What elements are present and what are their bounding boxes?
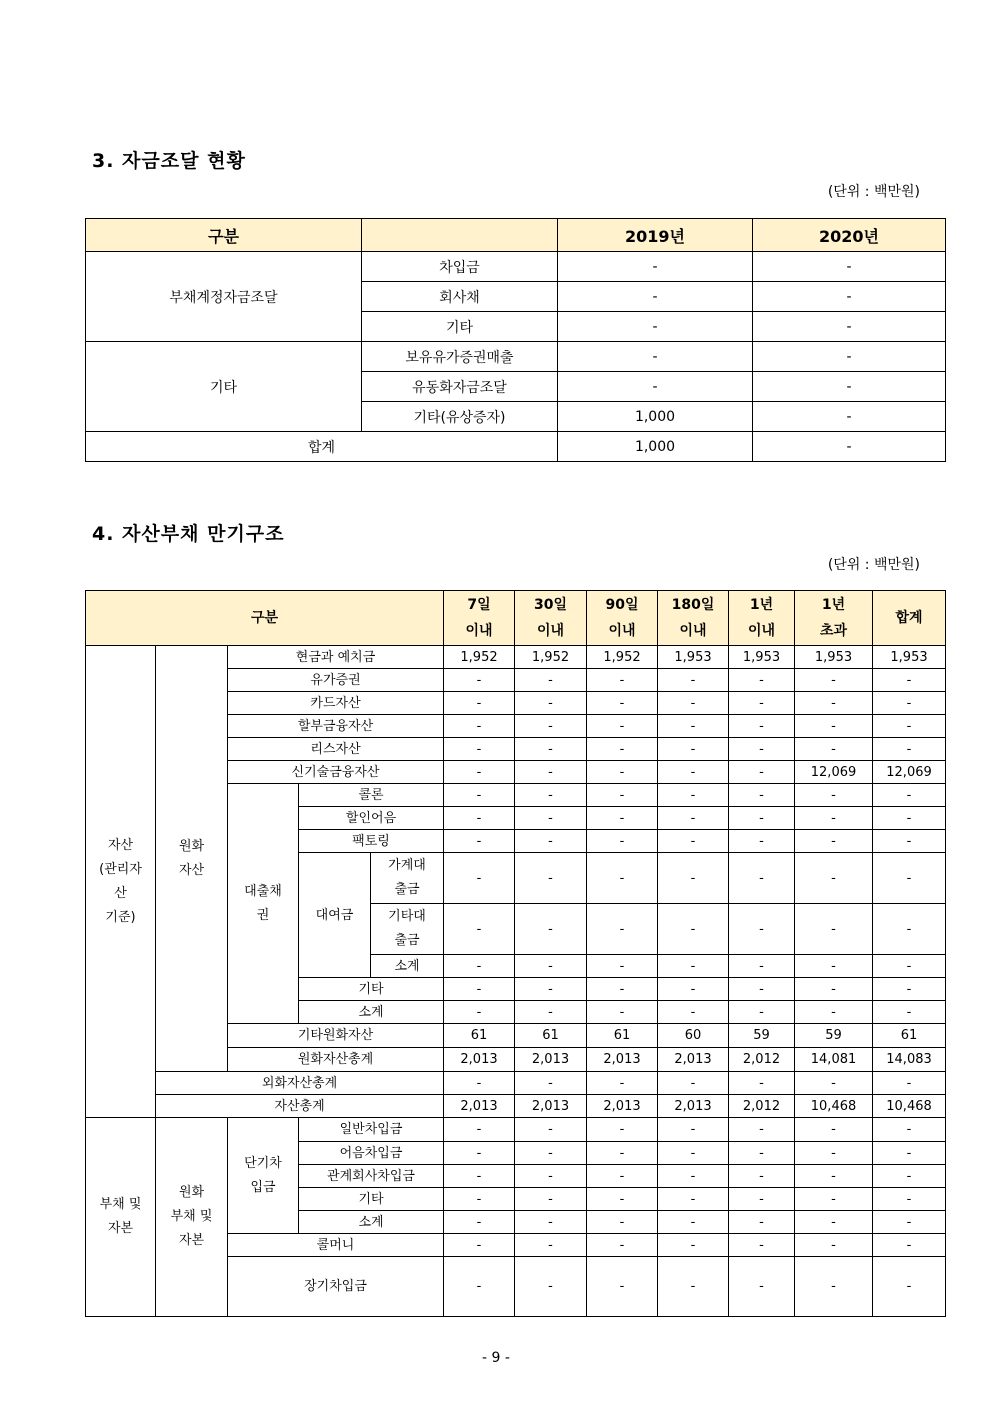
value-7-days: - bbox=[444, 1072, 515, 1095]
value-7-days: 61 bbox=[444, 1024, 515, 1048]
value-over-1-year: - bbox=[795, 692, 873, 715]
funding-row bbox=[86, 342, 946, 372]
value-total: - bbox=[873, 1234, 946, 1257]
group-debt-funding: 부채계정자금조달 bbox=[86, 252, 362, 342]
value-1-year: - bbox=[729, 692, 795, 715]
value-2019: - bbox=[558, 372, 753, 402]
table-row bbox=[86, 1118, 946, 1142]
value-7-days: - bbox=[444, 807, 515, 830]
value-30-days: - bbox=[515, 669, 587, 692]
header-total: 합계 bbox=[873, 591, 946, 646]
value-90-days: - bbox=[587, 669, 658, 692]
row-label: 소계 bbox=[299, 1001, 444, 1024]
value-2020: - bbox=[753, 342, 946, 372]
value-1-year: - bbox=[729, 904, 795, 955]
row-label: 카드자산 bbox=[228, 692, 444, 715]
value-90-days: 2,013 bbox=[587, 1095, 658, 1118]
value-total: - bbox=[873, 692, 946, 715]
value-7-days: - bbox=[444, 692, 515, 715]
value-90-days: - bbox=[587, 1211, 658, 1234]
value-90-days: - bbox=[587, 1234, 658, 1257]
value-180-days: - bbox=[658, 1142, 729, 1165]
row-label: 장기차입금 bbox=[228, 1257, 444, 1317]
value-over-1-year: - bbox=[795, 1165, 873, 1188]
value-2019: - bbox=[558, 312, 753, 342]
value-180-days: - bbox=[658, 830, 729, 853]
header-180-days: 180일 이내 bbox=[658, 591, 729, 646]
value-over-1-year: - bbox=[795, 955, 873, 978]
value-2019: - bbox=[558, 342, 753, 372]
group-other: 기타 bbox=[86, 342, 362, 432]
value-1-year: - bbox=[729, 1211, 795, 1234]
value-1-year: - bbox=[729, 1165, 795, 1188]
value-7-days: - bbox=[444, 1257, 515, 1317]
value-180-days: - bbox=[658, 1211, 729, 1234]
row-label: 관계회사차입금 bbox=[299, 1165, 444, 1188]
value-7-days: - bbox=[444, 1165, 515, 1188]
value-180-days: 2,013 bbox=[658, 1048, 729, 1072]
value-1-year: - bbox=[729, 1142, 795, 1165]
value-total: - bbox=[873, 1257, 946, 1317]
value-90-days: - bbox=[587, 853, 658, 904]
total-2019: 1,000 bbox=[558, 432, 753, 462]
value-180-days: 1,953 bbox=[658, 646, 729, 669]
value-total: - bbox=[873, 738, 946, 761]
value-7-days: - bbox=[444, 853, 515, 904]
value-30-days: - bbox=[515, 1211, 587, 1234]
value-90-days: - bbox=[587, 955, 658, 978]
value-30-days: - bbox=[515, 715, 587, 738]
value-180-days: - bbox=[658, 784, 729, 807]
value-total: - bbox=[873, 1188, 946, 1211]
value-total: - bbox=[873, 830, 946, 853]
value-total: - bbox=[873, 1211, 946, 1234]
value-180-days: - bbox=[658, 807, 729, 830]
value-90-days: - bbox=[587, 1072, 658, 1095]
value-over-1-year: - bbox=[795, 1118, 873, 1142]
value-1-year: - bbox=[729, 955, 795, 978]
row-label: 신기술금융자산 bbox=[228, 761, 444, 784]
value-7-days: - bbox=[444, 904, 515, 955]
row-label: 외화자산총계 bbox=[156, 1072, 444, 1095]
header-7-days: 7일 이내 bbox=[444, 591, 515, 646]
value-7-days: 2,013 bbox=[444, 1048, 515, 1072]
value-30-days: - bbox=[515, 1142, 587, 1165]
row-label: 유동화자금조달 bbox=[362, 372, 558, 402]
value-2020: - bbox=[753, 252, 946, 282]
value-over-1-year: - bbox=[795, 1072, 873, 1095]
value-over-1-year: - bbox=[795, 807, 873, 830]
value-over-1-year: - bbox=[795, 904, 873, 955]
value-7-days: - bbox=[444, 1188, 515, 1211]
section-4-title: 4. 자산부채 만기구조 bbox=[92, 523, 285, 545]
value-30-days: - bbox=[515, 978, 587, 1001]
value-1-year: - bbox=[729, 761, 795, 784]
value-7-days: - bbox=[444, 830, 515, 853]
value-2020: - bbox=[753, 282, 946, 312]
value-over-1-year: - bbox=[795, 1234, 873, 1257]
value-1-year: - bbox=[729, 1234, 795, 1257]
value-total: - bbox=[873, 1142, 946, 1165]
value-1-year: - bbox=[729, 830, 795, 853]
value-over-1-year: 10,468 bbox=[795, 1095, 873, 1118]
value-total: - bbox=[873, 904, 946, 955]
section-3-title: 3. 자금조달 현황 bbox=[92, 150, 246, 172]
value-over-1-year: - bbox=[795, 830, 873, 853]
total-label: 합계 bbox=[86, 432, 558, 462]
row-label: 소계 bbox=[371, 955, 444, 978]
value-180-days: - bbox=[658, 1118, 729, 1142]
value-over-1-year: - bbox=[795, 853, 873, 904]
value-30-days: - bbox=[515, 1165, 587, 1188]
value-total: - bbox=[873, 955, 946, 978]
row-label: 현금과 예치금 bbox=[228, 646, 444, 669]
row-label: 회사채 bbox=[362, 282, 558, 312]
value-total: 12,069 bbox=[873, 761, 946, 784]
value-over-1-year: - bbox=[795, 1188, 873, 1211]
row-label: 할인어음 bbox=[299, 807, 444, 830]
value-over-1-year: - bbox=[795, 738, 873, 761]
value-90-days: 1,952 bbox=[587, 646, 658, 669]
value-30-days: - bbox=[515, 1072, 587, 1095]
value-30-days: - bbox=[515, 1001, 587, 1024]
value-90-days: - bbox=[587, 1118, 658, 1142]
value-total: 1,953 bbox=[873, 646, 946, 669]
header-1-year: 1년 이내 bbox=[729, 591, 795, 646]
value-total: - bbox=[873, 715, 946, 738]
value-30-days: 2,013 bbox=[515, 1095, 587, 1118]
value-7-days: - bbox=[444, 955, 515, 978]
value-total: - bbox=[873, 784, 946, 807]
value-1-year: - bbox=[729, 1072, 795, 1095]
value-7-days: - bbox=[444, 1211, 515, 1234]
value-90-days: 2,013 bbox=[587, 1048, 658, 1072]
value-30-days: 1,952 bbox=[515, 646, 587, 669]
value-90-days: - bbox=[587, 830, 658, 853]
header-2020: 2020년 bbox=[753, 219, 946, 252]
value-30-days: 61 bbox=[515, 1024, 587, 1048]
value-7-days: - bbox=[444, 715, 515, 738]
maturity-table bbox=[85, 590, 946, 1317]
value-30-days: - bbox=[515, 807, 587, 830]
group-short-term-borrowings: 단기차 입금 bbox=[228, 1118, 299, 1234]
value-90-days: - bbox=[587, 807, 658, 830]
value-1-year: 59 bbox=[729, 1024, 795, 1048]
value-90-days: 61 bbox=[587, 1024, 658, 1048]
row-label: 어음차입금 bbox=[299, 1142, 444, 1165]
value-30-days: 2,013 bbox=[515, 1048, 587, 1072]
value-1-year: - bbox=[729, 738, 795, 761]
value-7-days: - bbox=[444, 1118, 515, 1142]
group-won-assets: 원화 자산 bbox=[156, 646, 228, 1072]
value-180-days: - bbox=[658, 1072, 729, 1095]
value-over-1-year: - bbox=[795, 784, 873, 807]
value-1-year: - bbox=[729, 715, 795, 738]
value-2020: - bbox=[753, 312, 946, 342]
row-label: 기타 bbox=[299, 1188, 444, 1211]
value-total: - bbox=[873, 1001, 946, 1024]
value-30-days: - bbox=[515, 904, 587, 955]
value-30-days: - bbox=[515, 738, 587, 761]
section-4-unit-label: (단위 : 백만원) bbox=[827, 557, 920, 573]
value-7-days: 2,013 bbox=[444, 1095, 515, 1118]
value-1-year: - bbox=[729, 669, 795, 692]
value-1-year: 2,012 bbox=[729, 1095, 795, 1118]
row-label: 기타(유상증자) bbox=[362, 402, 558, 432]
value-7-days: - bbox=[444, 1001, 515, 1024]
value-total: 10,468 bbox=[873, 1095, 946, 1118]
value-30-days: - bbox=[515, 955, 587, 978]
value-over-1-year: 59 bbox=[795, 1024, 873, 1048]
row-label: 콜머니 bbox=[228, 1234, 444, 1257]
value-90-days: - bbox=[587, 738, 658, 761]
table-row bbox=[86, 646, 946, 669]
value-30-days: - bbox=[515, 853, 587, 904]
value-30-days: - bbox=[515, 1234, 587, 1257]
value-over-1-year: 14,081 bbox=[795, 1048, 873, 1072]
header-30-days: 30일 이내 bbox=[515, 591, 587, 646]
value-30-days: - bbox=[515, 784, 587, 807]
value-1-year: - bbox=[729, 1188, 795, 1211]
value-180-days: 2,013 bbox=[658, 1095, 729, 1118]
value-1-year: - bbox=[729, 1118, 795, 1142]
value-30-days: - bbox=[515, 830, 587, 853]
value-90-days: - bbox=[587, 761, 658, 784]
value-180-days: - bbox=[658, 955, 729, 978]
value-total: - bbox=[873, 807, 946, 830]
value-total: - bbox=[873, 853, 946, 904]
value-over-1-year: - bbox=[795, 978, 873, 1001]
row-label: 보유유가증권매출 bbox=[362, 342, 558, 372]
value-total: 61 bbox=[873, 1024, 946, 1048]
table-row bbox=[86, 1095, 946, 1118]
group-liabilities: 부채 및 자본 bbox=[86, 1118, 156, 1317]
value-180-days: - bbox=[658, 904, 729, 955]
value-7-days: - bbox=[444, 761, 515, 784]
value-over-1-year: - bbox=[795, 669, 873, 692]
value-180-days: - bbox=[658, 1234, 729, 1257]
value-7-days: - bbox=[444, 784, 515, 807]
value-7-days: 1,952 bbox=[444, 646, 515, 669]
value-180-days: - bbox=[658, 692, 729, 715]
value-90-days: - bbox=[587, 784, 658, 807]
value-total: 14,083 bbox=[873, 1048, 946, 1072]
value-2020: - bbox=[753, 402, 946, 432]
row-label: 기타원화자산 bbox=[228, 1024, 444, 1048]
value-7-days: - bbox=[444, 738, 515, 761]
row-label: 가계대 출금 bbox=[371, 853, 444, 904]
header-category: 구분 bbox=[86, 591, 444, 646]
value-90-days: - bbox=[587, 1142, 658, 1165]
row-label: 원화자산총계 bbox=[228, 1048, 444, 1072]
value-1-year: - bbox=[729, 1001, 795, 1024]
value-2019: - bbox=[558, 282, 753, 312]
row-label: 콜론 bbox=[299, 784, 444, 807]
group-loan-bonds: 대출채 권 bbox=[228, 784, 299, 1024]
header-over-1-year: 1년 초과 bbox=[795, 591, 873, 646]
value-180-days: - bbox=[658, 738, 729, 761]
row-label: 팩토링 bbox=[299, 830, 444, 853]
row-label: 자산총계 bbox=[156, 1095, 444, 1118]
value-30-days: - bbox=[515, 1118, 587, 1142]
value-total: - bbox=[873, 1072, 946, 1095]
value-180-days: - bbox=[658, 978, 729, 1001]
row-label: 차입금 bbox=[362, 252, 558, 282]
group-won-liabilities: 원화 부채 및 자본 bbox=[156, 1118, 228, 1317]
value-30-days: - bbox=[515, 761, 587, 784]
table-row bbox=[86, 1072, 946, 1095]
row-label: 기타대 출금 bbox=[371, 904, 444, 955]
value-7-days: - bbox=[444, 1142, 515, 1165]
value-90-days: - bbox=[587, 978, 658, 1001]
value-total: - bbox=[873, 1118, 946, 1142]
value-180-days: 60 bbox=[658, 1024, 729, 1048]
value-2019: 1,000 bbox=[558, 402, 753, 432]
funding-header-row bbox=[86, 219, 946, 252]
value-over-1-year: - bbox=[795, 1142, 873, 1165]
value-1-year: 1,953 bbox=[729, 646, 795, 669]
value-over-1-year: 12,069 bbox=[795, 761, 873, 784]
value-30-days: - bbox=[515, 692, 587, 715]
value-180-days: - bbox=[658, 1165, 729, 1188]
page-number: - 9 - bbox=[482, 1350, 510, 1366]
value-over-1-year: - bbox=[795, 1211, 873, 1234]
value-180-days: - bbox=[658, 853, 729, 904]
value-7-days: - bbox=[444, 1234, 515, 1257]
value-1-year: - bbox=[729, 807, 795, 830]
value-total: - bbox=[873, 978, 946, 1001]
value-90-days: - bbox=[587, 1001, 658, 1024]
value-1-year: - bbox=[729, 784, 795, 807]
row-label: 소계 bbox=[299, 1211, 444, 1234]
value-over-1-year: - bbox=[795, 1001, 873, 1024]
value-over-1-year: - bbox=[795, 1257, 873, 1317]
row-label: 유가증권 bbox=[228, 669, 444, 692]
row-label: 일반차입금 bbox=[299, 1118, 444, 1142]
group-lending: 대여금 bbox=[299, 853, 371, 978]
value-180-days: - bbox=[658, 715, 729, 738]
value-90-days: - bbox=[587, 1257, 658, 1317]
value-180-days: - bbox=[658, 761, 729, 784]
row-label: 할부금융자산 bbox=[228, 715, 444, 738]
header-90-days: 90일 이내 bbox=[587, 591, 658, 646]
row-label: 리스자산 bbox=[228, 738, 444, 761]
value-90-days: - bbox=[587, 904, 658, 955]
value-2020: - bbox=[753, 372, 946, 402]
value-1-year: - bbox=[729, 1257, 795, 1317]
row-label: 기타 bbox=[299, 978, 444, 1001]
value-total: - bbox=[873, 669, 946, 692]
funding-row bbox=[86, 252, 946, 282]
value-1-year: 2,012 bbox=[729, 1048, 795, 1072]
section-3-unit-label: (단위 : 백만원) bbox=[827, 184, 920, 200]
value-180-days: - bbox=[658, 1001, 729, 1024]
value-total: - bbox=[873, 1165, 946, 1188]
value-90-days: - bbox=[587, 1165, 658, 1188]
value-1-year: - bbox=[729, 978, 795, 1001]
value-2019: - bbox=[558, 252, 753, 282]
value-7-days: - bbox=[444, 669, 515, 692]
value-7-days: - bbox=[444, 978, 515, 1001]
header-category: 구분 bbox=[86, 219, 362, 252]
value-180-days: - bbox=[658, 1257, 729, 1317]
value-90-days: - bbox=[587, 692, 658, 715]
value-1-year: - bbox=[729, 853, 795, 904]
header-subcategory bbox=[362, 219, 558, 252]
value-90-days: - bbox=[587, 715, 658, 738]
header-2019: 2019년 bbox=[558, 219, 753, 252]
funding-total-row bbox=[86, 432, 946, 462]
value-30-days: - bbox=[515, 1188, 587, 1211]
row-label: 기타 bbox=[362, 312, 558, 342]
group-assets: 자산 (관리자 산 기준) bbox=[86, 646, 156, 1118]
value-over-1-year: - bbox=[795, 715, 873, 738]
maturity-header-row bbox=[86, 591, 946, 646]
value-180-days: - bbox=[658, 1188, 729, 1211]
total-2020: - bbox=[753, 432, 946, 462]
value-180-days: - bbox=[658, 669, 729, 692]
value-over-1-year: 1,953 bbox=[795, 646, 873, 669]
value-90-days: - bbox=[587, 1188, 658, 1211]
value-30-days: - bbox=[515, 1257, 587, 1317]
funding-table bbox=[85, 218, 946, 462]
